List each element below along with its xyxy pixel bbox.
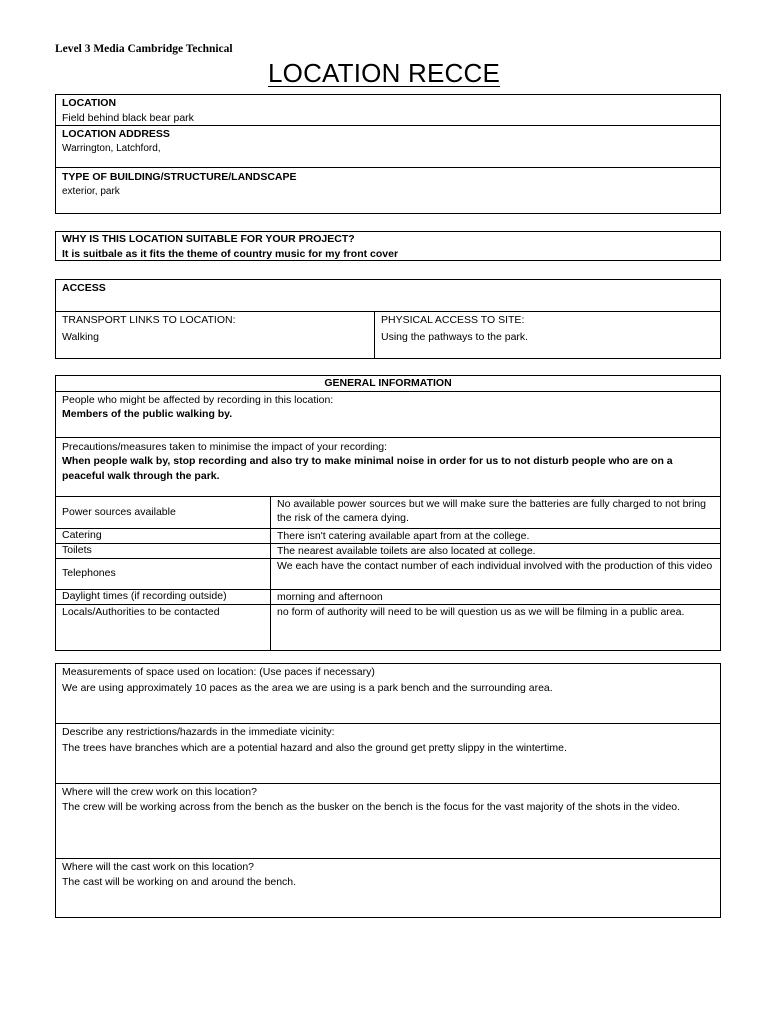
location-row: [56, 95, 720, 126]
info-label: Daylight times (if recording outside): [56, 590, 271, 604]
access-split-row: [56, 312, 720, 358]
page-title-text: LOCATION RECCE: [267, 58, 500, 88]
transport-cell: [56, 312, 375, 358]
details-box: [55, 663, 721, 918]
precautions-value: When people walk by, stop recording and also try to make minimal noise in order for us to not disturb people who are on a peaceful walk through the park.: [62, 455, 673, 482]
suitability-question: WHY IS THIS LOCATION SUITABLE FOR YOUR PROJECT?: [62, 233, 355, 245]
info-row-catering: [56, 529, 720, 544]
suitability-answer: It is suitbale as it fits the theme of country music for my front cover: [62, 247, 399, 260]
physical-value: Using the pathways to the park.: [381, 330, 529, 343]
type-row: [56, 168, 720, 213]
access-label: ACCESS: [62, 282, 106, 294]
general-heading: GENERAL INFORMATION: [56, 376, 720, 392]
precautions-label: Precautions/measures taken to minimise the impact of your recording:: [62, 440, 388, 453]
suitability-row: [56, 232, 720, 262]
address-value: Warrington, Latchford,: [62, 142, 161, 154]
info-label: Power sources available: [56, 497, 271, 528]
transport-value: Walking: [62, 330, 99, 343]
affected-label: People who might be affected by recording in this location:: [62, 393, 334, 406]
info-label: Toilets: [56, 544, 271, 558]
cast-label: Where will the cast work on this location?: [62, 861, 254, 873]
type-value: exterior, park: [62, 185, 120, 197]
info-row-daylight: [56, 590, 720, 605]
measurements-value: We are using approximately 10 paces as the area we are using is a park bench and the surrounding area.: [62, 681, 553, 694]
precautions-row: [56, 438, 720, 497]
type-label: TYPE OF BUILDING/STRUCTURE/LANDSCAPE: [62, 171, 297, 183]
restrictions-label: Describe any restrictions/hazards in the immediate vicinity:: [62, 726, 335, 738]
restrictions-value: The trees have branches which are a potential hazard and also the ground get pretty slippy in the wintertime.: [62, 741, 567, 754]
location-box: [55, 94, 721, 214]
restrictions-row: [56, 724, 720, 784]
info-value: no form of authority will need to be will question us as we will be filming in a public area.: [277, 605, 685, 618]
affected-value: Members of the public walking by.: [62, 408, 233, 420]
page-title: [0, 58, 768, 89]
address-label: LOCATION ADDRESS: [62, 128, 170, 140]
suitability-box: [55, 231, 721, 261]
crew-row: [56, 784, 720, 859]
cast-value: The cast will be working on and around the bench.: [62, 875, 297, 888]
info-row-authorities: [56, 605, 720, 650]
location-label: LOCATION: [62, 97, 117, 109]
transport-label: TRANSPORT LINKS TO LOCATION:: [62, 314, 236, 326]
info-value: There isn't catering available apart from at the college.: [277, 529, 530, 542]
info-value: No available power sources but we will make sure the batteries are fully charged to not bring the risk of the camera dying.: [277, 497, 706, 524]
access-box: [55, 279, 721, 359]
crew-value: The crew will be working across from the bench as the busker on the bench is the focus for the vast majority of the shots in the video.: [62, 800, 681, 813]
measurements-row: [56, 664, 720, 724]
access-heading-row: [56, 280, 720, 312]
physical-cell: [375, 312, 720, 358]
info-label: Catering: [56, 529, 271, 543]
info-row-power: [56, 497, 720, 529]
course-header: Level 3 Media Cambridge Technical: [55, 43, 233, 55]
info-label: Locals/Authorities to be contacted: [56, 605, 271, 650]
info-value: morning and afternoon: [277, 590, 383, 603]
location-value: Field behind black bear park: [62, 111, 194, 124]
info-row-telephones: [56, 559, 720, 590]
affected-row: [56, 392, 720, 438]
cast-row: [56, 859, 720, 917]
info-row-toilets: [56, 544, 720, 559]
general-info-box: [55, 375, 721, 651]
crew-label: Where will the crew work on this location?: [62, 786, 257, 798]
physical-label: PHYSICAL ACCESS TO SITE:: [381, 314, 525, 326]
info-label: Telephones: [56, 559, 271, 589]
address-row: [56, 126, 720, 168]
info-value: The nearest available toilets are also located at college.: [277, 544, 536, 557]
info-value: We each have the contact number of each individual involved with the production of this video: [277, 559, 713, 572]
measurements-label: Measurements of space used on location: (Use paces if necessary): [62, 666, 375, 678]
